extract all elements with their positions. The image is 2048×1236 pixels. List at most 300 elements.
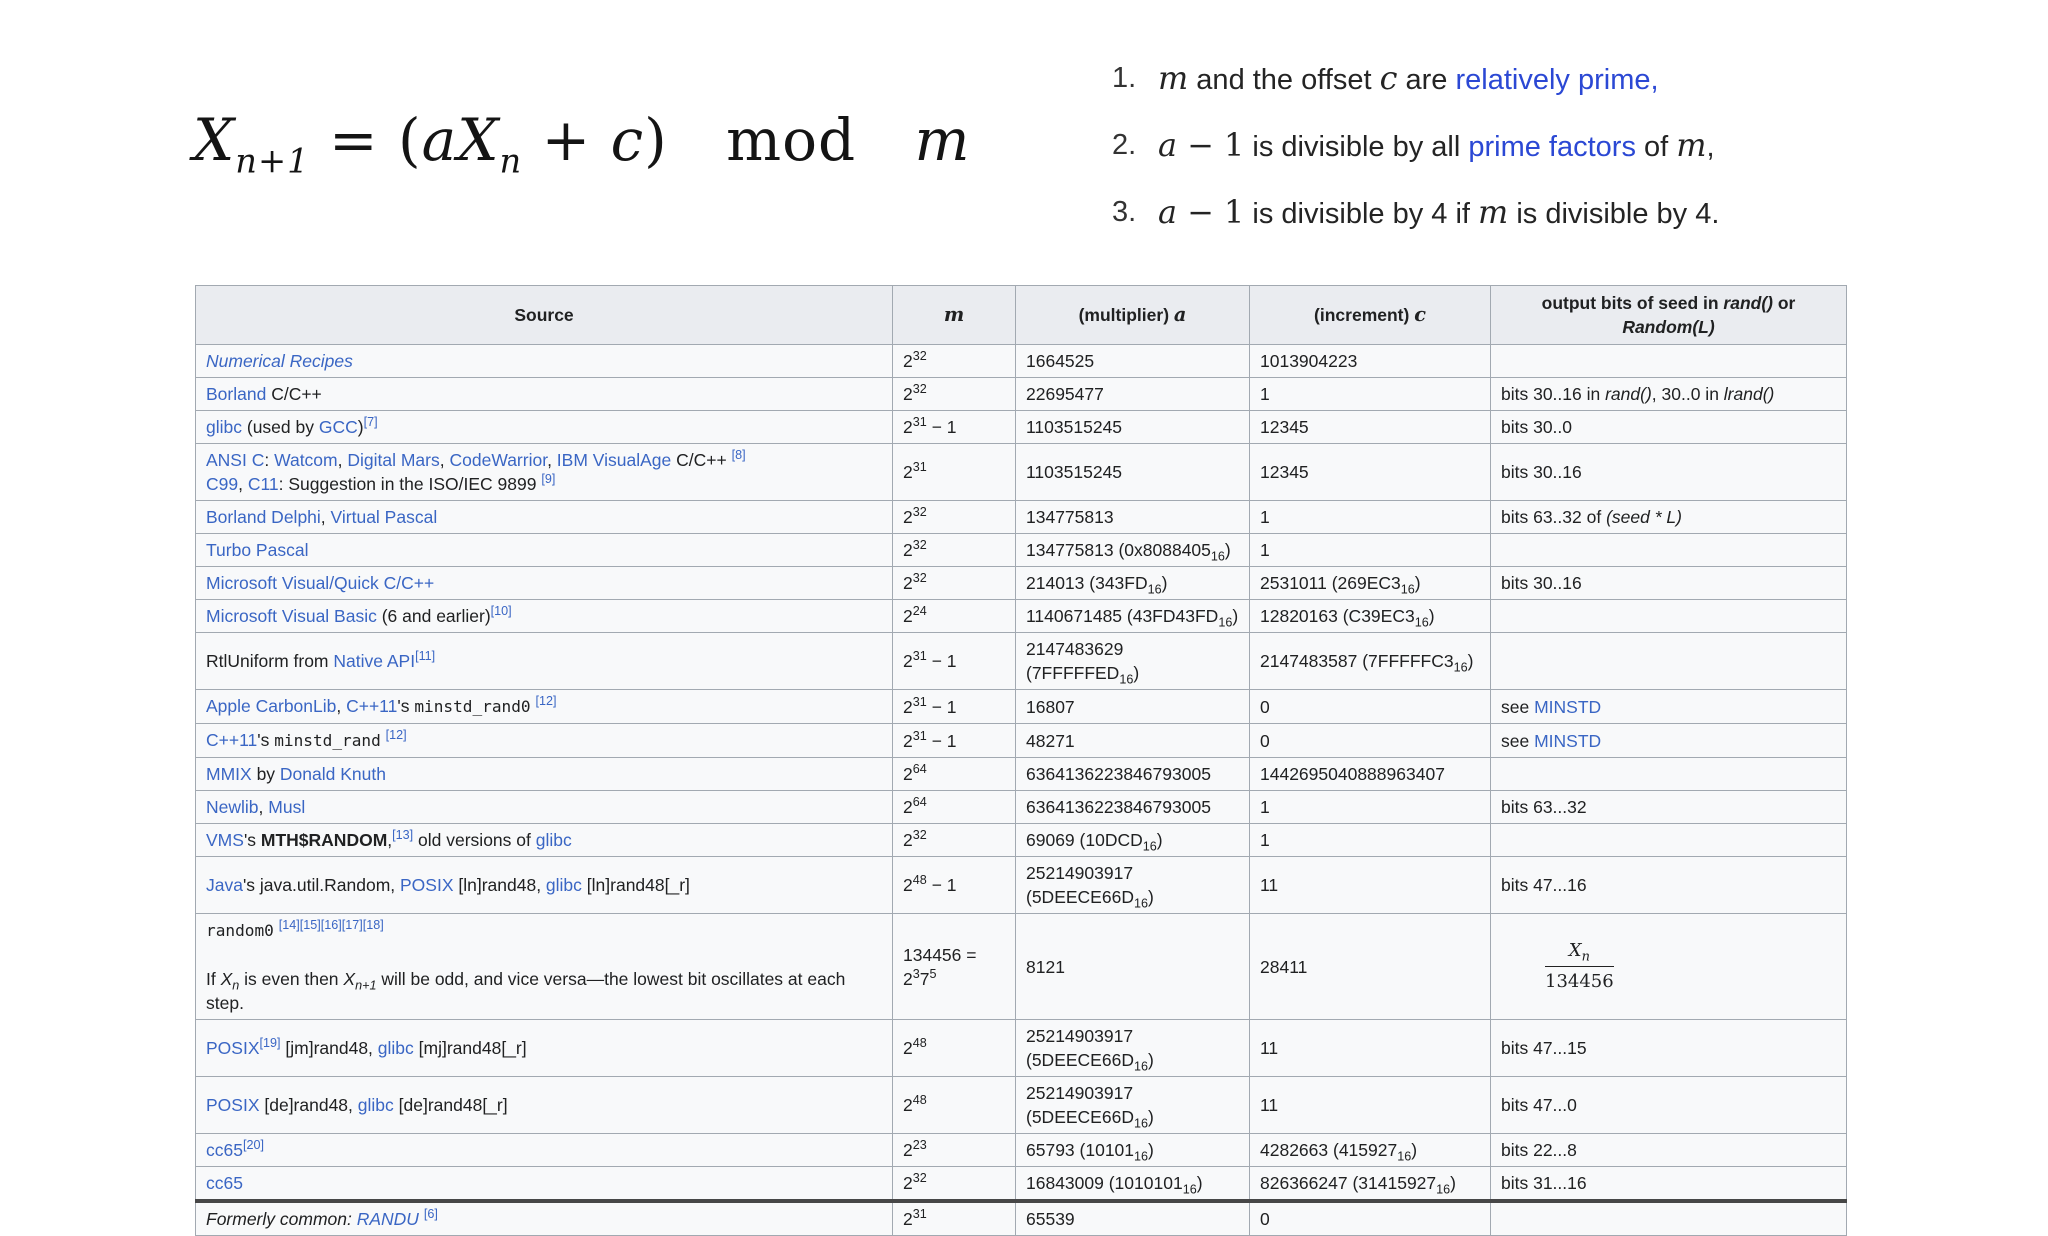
- link[interactable]: Turbo Pascal: [206, 540, 309, 560]
- lcg-recurrence-formula: [193, 106, 971, 181]
- footnote-ref[interactable]: [11]: [415, 649, 436, 664]
- text-segment: will be odd, and vice versa—the lowest bit oscillates at each step.: [206, 969, 846, 1013]
- column-header: [1491, 286, 1847, 345]
- fraction-numerator: [1545, 939, 1614, 967]
- text-segment: ): [1232, 606, 1239, 626]
- link[interactable]: Microsoft Visual/Quick C/C++: [206, 573, 435, 593]
- cell-out: [1491, 824, 1847, 857]
- link[interactable]: cc65: [206, 1173, 243, 1193]
- cell-source: [196, 345, 893, 378]
- text-segment: (multiplier): [1078, 305, 1174, 325]
- text-segment: − 1: [1177, 193, 1245, 231]
- link[interactable]: Numerical Recipes: [206, 351, 353, 371]
- text-segment: 16: [1414, 615, 1429, 630]
- table-row: [196, 690, 1847, 724]
- text-segment: m: [943, 303, 965, 326]
- text-segment: 16: [1133, 1116, 1148, 1131]
- cell-a: [1016, 1201, 1250, 1236]
- cell-c: [1250, 1077, 1491, 1134]
- table-row: [196, 1167, 1847, 1202]
- column-header: [1250, 286, 1491, 345]
- text-segment: 16: [1218, 615, 1233, 630]
- link[interactable]: glibc: [545, 875, 582, 895]
- lcg-parameters-table: [195, 285, 1847, 1236]
- text-segment: 48: [912, 873, 927, 888]
- text-segment: ): [1147, 1107, 1154, 1127]
- footnote-ref[interactable]: [14][15][16][17][18]: [278, 918, 384, 933]
- text-segment: ,: [1706, 131, 1715, 163]
- text-segment: If: [206, 969, 221, 989]
- cell-out: [1491, 378, 1847, 411]
- text-segment: ,: [337, 450, 348, 470]
- cell-source: [196, 633, 893, 690]
- cell-source: [196, 378, 893, 411]
- cell-source: [196, 724, 893, 758]
- link[interactable]: Java: [206, 875, 243, 895]
- text-segment: bits 47...16: [1501, 875, 1587, 895]
- text-segment: random0: [206, 921, 274, 940]
- text-segment: ,: [547, 450, 557, 470]
- cell-m: [893, 567, 1016, 600]
- text-segment: m: [1478, 193, 1509, 231]
- text-segment: 11: [1260, 875, 1279, 895]
- text-segment: of: [1635, 131, 1677, 163]
- cell-out: [1491, 1167, 1847, 1202]
- cell-a: [1016, 1077, 1250, 1134]
- text-segment: 16: [1397, 1149, 1412, 1164]
- text-segment: rand(): [1605, 384, 1652, 404]
- cell-c: [1250, 824, 1491, 857]
- table-row: [196, 1134, 1847, 1167]
- cell-source: [196, 444, 893, 501]
- text-segment: bits 47...0: [1501, 1095, 1577, 1115]
- header-row: [196, 286, 1847, 345]
- link[interactable]: relatively prime,: [1455, 64, 1659, 96]
- cell-out: [1491, 690, 1847, 724]
- cell-source: [196, 411, 893, 444]
- cell-source: [196, 1201, 893, 1236]
- text-segment: bits 30..16: [1501, 573, 1582, 593]
- link[interactable]: GCC: [318, 417, 358, 437]
- text-segment: ): [1414, 573, 1421, 593]
- cell-m: [893, 690, 1016, 724]
- link[interactable]: Microsoft Visual Basic: [206, 606, 377, 626]
- text-segment: 48: [912, 1036, 927, 1051]
- link[interactable]: MINSTD: [1534, 696, 1602, 717]
- text-segment: 65793 (10101: [1026, 1140, 1135, 1160]
- table-row: [196, 824, 1847, 857]
- link[interactable]: glibc: [357, 1095, 394, 1115]
- text-segment: bits 30..16 in: [1501, 384, 1606, 404]
- table-row: [196, 444, 1847, 501]
- footnote-ref[interactable]: [13]: [392, 828, 414, 843]
- link[interactable]: glibc: [377, 1038, 414, 1058]
- text-segment: (used by: [242, 417, 319, 437]
- cell-out: [1491, 444, 1847, 501]
- cell-c: [1250, 1020, 1491, 1077]
- text-segment: 31: [912, 415, 927, 430]
- text-segment: 2: [903, 573, 913, 593]
- text-segment: Source: [514, 305, 574, 325]
- text-segment: 1103515245: [1026, 462, 1123, 482]
- text-segment: 1: [1260, 540, 1270, 560]
- link[interactable]: CodeWarrior: [449, 450, 548, 470]
- footnote-ref[interactable]: [6]: [423, 1207, 438, 1222]
- link[interactable]: C99: [206, 474, 239, 494]
- text-segment: n+1: [355, 978, 377, 993]
- table-row: [196, 724, 1847, 758]
- text-segment: 32: [912, 571, 927, 586]
- link[interactable]: Apple CarbonLib: [206, 696, 337, 716]
- text-segment: − 1: [926, 696, 957, 717]
- table-row: [196, 1201, 1847, 1236]
- text-segment: 16843009 (1010101: [1026, 1173, 1183, 1193]
- text-segment: Formerly common:: [206, 1209, 357, 1229]
- text-segment: bits 30..0: [1501, 417, 1573, 437]
- table-row: [196, 378, 1847, 411]
- text-segment: 23: [912, 1138, 927, 1153]
- text-segment: m: [1158, 59, 1189, 97]
- text-segment: 134456: [1545, 971, 1614, 992]
- link[interactable]: glibc: [206, 417, 242, 437]
- text-segment: 2: [903, 384, 913, 404]
- text-segment: ): [1147, 1050, 1154, 1070]
- cell-source: [196, 501, 893, 534]
- text-segment: 16: [1133, 1059, 1148, 1074]
- cell-a: [1016, 1020, 1250, 1077]
- text-segment: 2147483587 (7FFFFFC3: [1260, 651, 1454, 671]
- text-segment: a: [1158, 193, 1178, 231]
- cell-c: [1250, 791, 1491, 824]
- link[interactable]: POSIX: [206, 1038, 260, 1058]
- text-segment: [ln]rand48[_r]: [581, 875, 690, 895]
- link[interactable]: RANDU: [356, 1209, 419, 1229]
- condition-number: 1.: [1112, 62, 1137, 94]
- text-segment: 0: [1260, 1209, 1270, 1229]
- footnote-ref[interactable]: [12]: [385, 728, 407, 743]
- fraction-denominator: [1545, 967, 1614, 994]
- link[interactable]: Donald Knuth: [279, 764, 386, 784]
- text-segment: c: [1414, 303, 1426, 326]
- text-segment: 2: [903, 417, 913, 437]
- cell-out: [1491, 857, 1847, 914]
- text-segment: 2: [903, 1140, 913, 1160]
- condition-text: [1158, 123, 1912, 169]
- cell-c: [1250, 914, 1491, 1020]
- cell-c: [1250, 345, 1491, 378]
- text-segment: X: [1568, 940, 1582, 961]
- text-segment: 1: [1260, 797, 1270, 817]
- cell-source: [196, 1167, 893, 1202]
- text-segment: 1: [1260, 830, 1270, 850]
- cell-source: [196, 857, 893, 914]
- text-segment: 826366247 (31415927: [1260, 1173, 1437, 1193]
- text-segment: 0: [1260, 730, 1270, 751]
- cell-a: [1016, 567, 1250, 600]
- text-segment: 2: [903, 1038, 913, 1058]
- text-segment: 1442695040888963407: [1260, 764, 1445, 784]
- text-segment: [mj]rand48[_r]: [413, 1038, 527, 1058]
- text-segment: (increment): [1314, 305, 1415, 325]
- text-segment: C/C++: [671, 450, 732, 470]
- text-segment: mod: [667, 106, 915, 174]
- text-segment: 31: [912, 728, 927, 743]
- cell-out: [1491, 791, 1847, 824]
- cell-c: [1250, 567, 1491, 600]
- text-segment: − 1: [926, 651, 957, 671]
- table-row: [196, 758, 1847, 791]
- footnote-ref[interactable]: [12]: [535, 694, 557, 709]
- text-segment: − 1: [926, 417, 957, 437]
- text-segment: [ln]rand48,: [453, 875, 546, 895]
- footnote-ref[interactable]: [7]: [363, 415, 378, 430]
- text-segment: 32: [912, 349, 927, 364]
- text-segment: ): [1156, 830, 1163, 850]
- cell-m: [893, 857, 1016, 914]
- text-segment: 134775813 (0x8088405: [1026, 540, 1211, 560]
- text-segment: 31: [912, 649, 927, 664]
- cell-c: [1250, 857, 1491, 914]
- text-segment: and the offset: [1188, 64, 1380, 96]
- text-segment: bits 31...16: [1501, 1173, 1587, 1193]
- cell-m: [893, 758, 1016, 791]
- cell-source: [196, 534, 893, 567]
- link[interactable]: MMIX: [206, 764, 252, 784]
- text-segment: − 1: [926, 730, 957, 751]
- text-segment: 22695477: [1026, 384, 1104, 404]
- cell-a: [1016, 791, 1250, 824]
- link[interactable]: Borland Delphi: [206, 507, 321, 527]
- column-header: [196, 286, 893, 345]
- link[interactable]: IBM VisualAge: [556, 450, 672, 470]
- text-segment: 's: [397, 696, 415, 716]
- link[interactable]: POSIX: [400, 875, 454, 895]
- cell-source: [196, 600, 893, 633]
- cell-a: [1016, 724, 1250, 758]
- cell-m: [893, 378, 1016, 411]
- text-segment: , 30..0 in: [1651, 384, 1724, 404]
- cell-out: [1491, 1077, 1847, 1134]
- text-segment: aX: [421, 106, 500, 174]
- text-segment: = (: [309, 106, 422, 174]
- text-segment: MTH$RANDOM: [260, 830, 388, 850]
- link[interactable]: Watcom: [274, 450, 338, 470]
- text-segment: see: [1501, 730, 1535, 751]
- text-segment: n+1: [235, 141, 310, 181]
- text-segment: 2531011 (269EC3: [1260, 573, 1401, 593]
- text-segment: ): [1196, 1173, 1203, 1193]
- condition-number: 3.: [1112, 196, 1137, 228]
- cell-c: [1250, 633, 1491, 690]
- text-segment: 's: [243, 830, 261, 850]
- cell-out: [1491, 1020, 1847, 1077]
- link[interactable]: POSIX: [206, 1095, 260, 1115]
- text-segment: c: [1379, 59, 1398, 97]
- text-segment: 8121: [1026, 956, 1065, 977]
- condition-number: 2.: [1112, 129, 1137, 161]
- text-segment: or: [1773, 293, 1796, 313]
- table-row: [196, 791, 1847, 824]
- fraction: [1545, 939, 1614, 994]
- text-segment: 6364136223846793005: [1026, 764, 1211, 784]
- text-segment: 1: [1260, 384, 1270, 404]
- cell-source: [196, 791, 893, 824]
- cell-a: [1016, 411, 1250, 444]
- cell-a: [1016, 1167, 1250, 1202]
- text-segment: is divisible by 4.: [1508, 198, 1720, 230]
- cell-out: [1491, 1201, 1847, 1236]
- footnote-ref[interactable]: [19]: [259, 1036, 281, 1051]
- text-segment: 5: [929, 966, 937, 981]
- condition-item: [1112, 123, 1912, 169]
- table-row: [196, 345, 1847, 378]
- text-segment: 16: [1147, 582, 1162, 597]
- text-segment: 2: [903, 875, 913, 895]
- table-row: [196, 411, 1847, 444]
- link[interactable]: C++11: [206, 730, 258, 750]
- text-segment: X: [220, 969, 233, 989]
- text-segment: by: [251, 764, 280, 784]
- text-segment: ): [1467, 651, 1474, 671]
- cell-m: [893, 501, 1016, 534]
- table-row: [196, 567, 1847, 600]
- text-segment: X: [343, 969, 356, 989]
- text-segment: 7: [919, 968, 930, 989]
- cell-out: [1491, 534, 1847, 567]
- link[interactable]: Digital Mars: [347, 450, 440, 470]
- link[interactable]: Virtual Pascal: [330, 507, 438, 527]
- footnote-ref[interactable]: [10]: [490, 604, 512, 619]
- link[interactable]: Musl: [268, 797, 306, 817]
- table-row: [196, 534, 1847, 567]
- text-segment: minstd_rand: [274, 731, 381, 750]
- text-segment: ): [1450, 1173, 1456, 1193]
- cell-a: [1016, 758, 1250, 791]
- cell-a: [1016, 824, 1250, 857]
- text-segment: is divisible by all: [1244, 131, 1469, 163]
- text-segment: n: [1581, 949, 1590, 965]
- text-segment: bits 22...8: [1501, 1140, 1577, 1160]
- condition-text: [1158, 56, 1912, 102]
- cell-c: [1250, 758, 1491, 791]
- text-segment: bits 47...15: [1501, 1038, 1587, 1058]
- link[interactable]: Native API: [333, 651, 416, 671]
- link[interactable]: Newlib: [206, 797, 259, 817]
- text-segment: [de]rand48[_r]: [393, 1095, 508, 1115]
- link[interactable]: C++11: [346, 696, 398, 716]
- cell-source: [196, 1077, 893, 1134]
- condition-text: [1158, 190, 1912, 236]
- text-segment: − 1: [926, 875, 957, 895]
- link[interactable]: VMS: [206, 830, 244, 850]
- column-header: [893, 286, 1016, 345]
- text-segment: :: [264, 450, 275, 470]
- cell-a: [1016, 378, 1250, 411]
- text-segment: old versions of: [413, 830, 536, 850]
- lcg-parameters-table-wrap: [195, 285, 1847, 1236]
- text-segment: ): [1224, 540, 1231, 560]
- text-segment: 16807: [1026, 696, 1075, 717]
- text-segment: 2: [903, 507, 913, 527]
- text-segment: 2: [903, 696, 913, 717]
- cell-source: [196, 567, 893, 600]
- link[interactable]: ANSI C: [206, 450, 265, 470]
- link[interactable]: prime factors: [1468, 131, 1636, 163]
- text-segment: 2: [903, 797, 913, 817]
- link[interactable]: glibc: [535, 830, 572, 850]
- text-segment: [jm]rand48,: [280, 1038, 378, 1058]
- cell-source: [196, 824, 893, 857]
- text-segment: 3: [912, 966, 920, 981]
- text-segment: 1: [1260, 507, 1270, 527]
- text-segment: 2: [903, 730, 913, 751]
- text-segment: ,: [387, 830, 393, 850]
- text-segment: (seed * L): [1606, 507, 1682, 527]
- cell-m: [893, 1167, 1016, 1202]
- text-segment: a: [1173, 303, 1187, 326]
- cell-out: [1491, 633, 1847, 690]
- text-segment: ): [1147, 887, 1154, 907]
- text-segment: 69069 (10DCD: [1026, 830, 1143, 850]
- text-segment: 2: [903, 830, 913, 850]
- text-segment: 2: [903, 351, 913, 371]
- link[interactable]: cc65: [206, 1140, 243, 1160]
- text-segment: 16: [1436, 1182, 1451, 1197]
- cell-m: [893, 1201, 1016, 1236]
- text-segment: 48271: [1026, 730, 1075, 751]
- link[interactable]: MINSTD: [1534, 730, 1602, 751]
- table-row: [196, 914, 1847, 1020]
- link[interactable]: C11: [247, 474, 279, 494]
- text-segment: Random(L): [1622, 317, 1715, 337]
- cell-m: [893, 444, 1016, 501]
- footnote-ref[interactable]: [9]: [541, 472, 556, 487]
- text-segment: n: [499, 141, 523, 181]
- text-segment: 64: [912, 762, 927, 777]
- text-segment: 65539: [1026, 1209, 1075, 1229]
- cell-m: [893, 534, 1016, 567]
- text-segment: 2147483629 (7FFFFFED: [1026, 639, 1124, 683]
- cell-source: [196, 914, 893, 1020]
- text-segment: 31: [912, 460, 927, 475]
- text-segment: 11: [1260, 1095, 1279, 1115]
- text-segment: is even then: [239, 969, 344, 989]
- cell-source: [196, 1134, 893, 1167]
- link[interactable]: Borland: [206, 384, 267, 404]
- text-segment: lrand(): [1723, 384, 1775, 404]
- text-segment: ,: [320, 507, 331, 527]
- text-segment: 1664525: [1026, 351, 1095, 371]
- cell-m: [893, 724, 1016, 758]
- table-row: [196, 857, 1847, 914]
- cell-out: [1491, 600, 1847, 633]
- footnote-ref[interactable]: [8]: [731, 448, 746, 463]
- text-segment: 2: [903, 1173, 913, 1193]
- text-segment: ): [357, 417, 364, 437]
- table-row: [196, 501, 1847, 534]
- table-row: [196, 600, 1847, 633]
- cell-a: [1016, 1134, 1250, 1167]
- text-segment: ,: [238, 474, 248, 494]
- footnote-ref[interactable]: [20]: [242, 1138, 264, 1153]
- cell-source: [196, 690, 893, 724]
- text-segment: output bits of seed in: [1541, 293, 1724, 313]
- text-segment: 2: [903, 606, 913, 626]
- text-segment: 16: [1134, 1149, 1149, 1164]
- cell-m: [893, 1077, 1016, 1134]
- cell-c: [1250, 690, 1491, 724]
- text-segment: 12345: [1260, 462, 1309, 482]
